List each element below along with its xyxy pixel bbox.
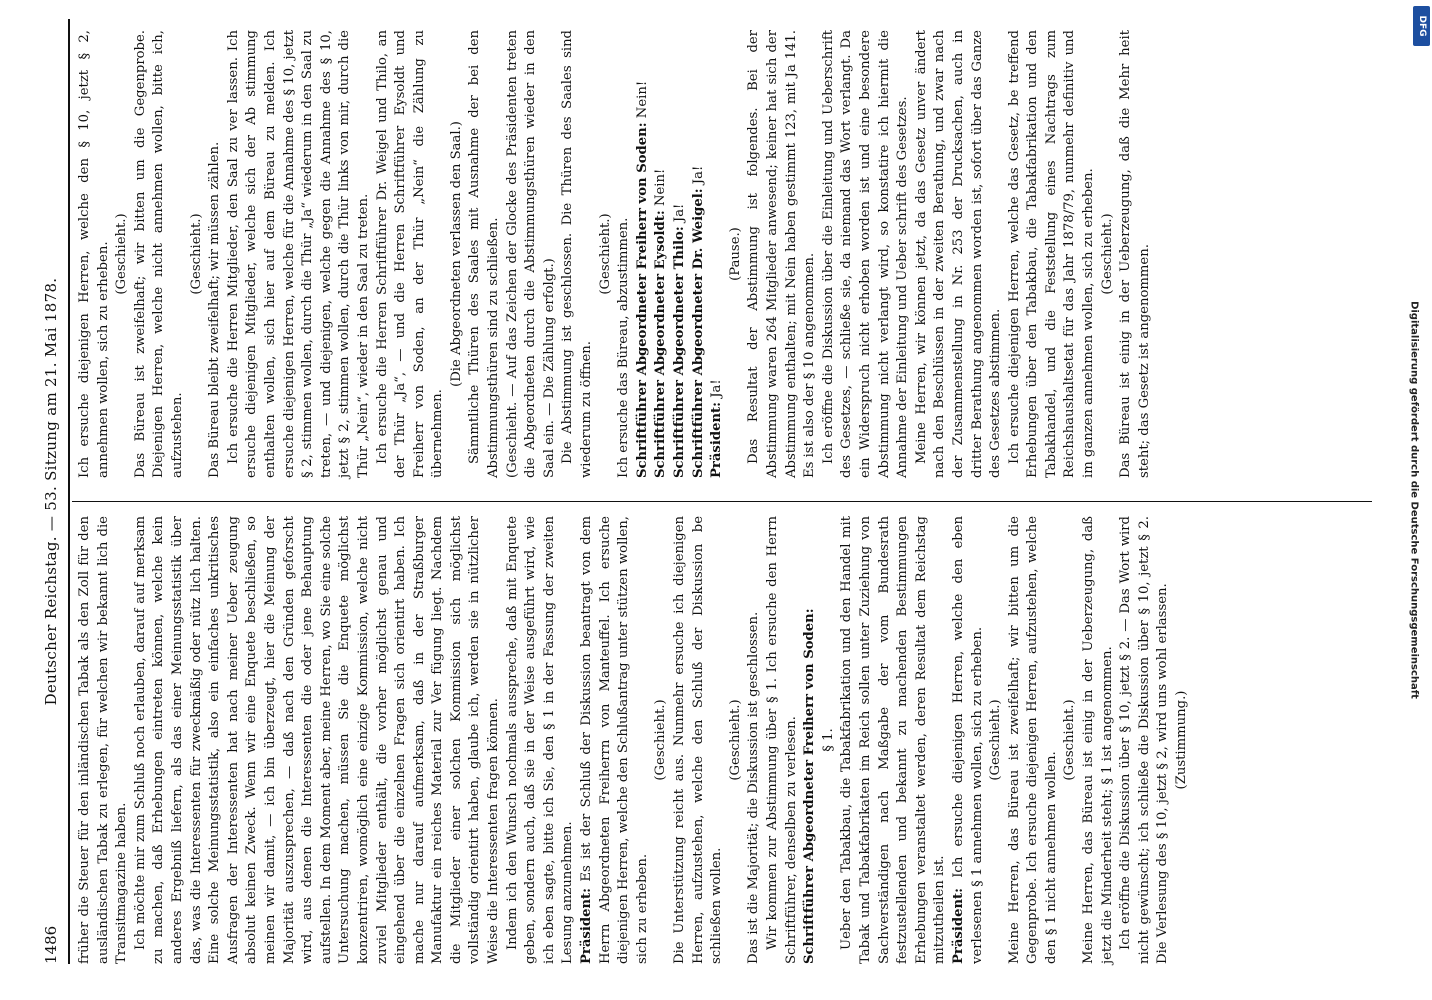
speaker-name: Schriftführer Abgeordneter Eysoldt: xyxy=(653,210,669,478)
paragraph-text: Das Büreau ist zweifelhaft; wir bitten um die Gegenprobe. Diejenigen Herren, welche nicht annehmen wollen, bitte ich, aufzustehen. xyxy=(132,30,185,478)
paragraph xyxy=(578,516,652,964)
paragraph xyxy=(671,30,690,478)
paragraph xyxy=(1117,30,1154,478)
paragraph xyxy=(206,30,225,478)
paragraph-text: Ich eröffne die Diskussion über die Einleitung und Ueberschrift des Gesetzes, — schließe sie, da niemand das Wort verlangt. Da ein Widerspruch nicht erhoben worden ist und eine besondere Abstimmung nicht verlangt wird, so konstatire ich hiermit die Annahme der Einleitung und Ueber schrift des Gesetzes. xyxy=(820,30,911,478)
paragraph-text: (Geschieht.) xyxy=(1062,699,1078,781)
paragraph-text: Das Büreau ist einig in der Ueberzeugung, daß die Mehr heit steht; das Gesetz ist angenommen. xyxy=(1118,30,1152,478)
paragraph xyxy=(1006,516,1062,964)
paragraph-text: (Geschieht. — Auf das Zeichen der Glocke des Präsidenten treten die Abgeordneten durch die Abstimmungsthüren wieder in den Saal ein. — Die Zählung erfolgt.) xyxy=(504,30,557,478)
paragraph-text: Wir kommen zur Abstimmung über § 1. Ich ersuche den Herrn Schriftführer, denselben zu verlesen. xyxy=(764,516,799,964)
paragraph-text: (Pause.) xyxy=(727,227,743,281)
paragraph xyxy=(745,30,819,478)
paragraph xyxy=(225,30,374,478)
running-title: Deutscher Reichstag. — 53. Sitzung am 21. Mai 1878. xyxy=(42,277,60,706)
paragraph xyxy=(950,516,987,964)
paragraph-text: (Geschieht.) xyxy=(1099,213,1115,295)
stage-direction xyxy=(1061,516,1080,964)
paragraph xyxy=(132,516,504,964)
header-rule xyxy=(68,19,70,964)
stage-direction xyxy=(448,30,467,478)
speaker-name: Präsident: xyxy=(950,887,966,964)
stage-direction xyxy=(820,516,839,964)
paragraph-text: Meine Herren, das Büreau ist einig in der Ueberzeugung, daß jetzt die Minderheit steht; § 1 ist angenommen. xyxy=(1081,516,1115,964)
paragraph xyxy=(1006,30,1099,478)
paragraph xyxy=(708,30,727,478)
paragraph-text: Ich ersuche diejenigen Herren, welche den eben verlesenen § 1 annehmen wollen, sich zu erheben. xyxy=(950,516,985,964)
stage-direction xyxy=(1173,516,1192,964)
stage-direction xyxy=(1099,30,1118,478)
paragraph-text: (Geschieht.) xyxy=(188,213,204,295)
paragraph-text: Ich möchte mir zum Schluß noch erlauben, darauf auf merksam zu machen, daß Erhebungen eintreten können, welche kein anderes Ergebniß liefern, als das einer Meinungsstatistik über das, was die Interessenten für zweckmäßig oder nütz lich halten. Eine solche Meinungsstatistik, also ein einfaches unkritisches Ausfragen der Interessenten hat nach meiner Ueber zeugung absolut keinen Zweck. Wenn wir eine Enquete beschließen, so meinen wir damit, — ich bin überzeugt, hier die Meinung der Majorität auszusprechen, — daß nach den Gründen geforscht wird, aus denen die Interessenten die oder jene Behauptung aufstellen. In dem Moment aber, meine Herren, wo Sie eine solche Untersuchung machen, müssen Sie die Enquete möglichst konzentriren, womöglich eine einzige Kommission, welche nicht zuviel Mitglieder enthält, die vorher möglichst genau und eingehend über die einzelnen Fragen sich orientirt haben. Ich mache nur darauf aufmerksam, daß in der Straßburger Manufaktur ein reiches Material zur Ver fügung liegt. Nachdem die Mitglieder einer solchen Kommission sich möglichst vollständig orientirt haben, glaube ich, werden sie in nützlicher Weise die Interessenten fragen können. xyxy=(132,516,502,964)
page-header xyxy=(40,19,66,964)
paragraph-text: Die Abstimmung ist geschlossen. Die Thüren des Saales sind wiederum zu öffnen. xyxy=(560,30,595,478)
paragraph xyxy=(652,30,671,478)
paragraph-text: (Die Abgeordneten verlassen den Saal.) xyxy=(448,121,464,387)
page-number: 1486 xyxy=(42,925,60,964)
paragraph-text: Indem ich den Wunsch nochmals ausspreche, daß mit Enquete geben, sondern auch, daß sie in der Weise ausgeführt wird, wie ich eben sagte, bitte ich Sie, den § 1 in der Fassung der zweiten Lesung anzunehmen. xyxy=(504,516,576,964)
dfg-logo xyxy=(1413,6,1430,46)
paragraph-text: (Geschieht.) xyxy=(114,213,130,295)
digitization-credit xyxy=(1397,0,1431,1000)
stage-direction xyxy=(188,30,207,478)
right-column xyxy=(76,30,1154,478)
paragraph-text: (Geschieht.) xyxy=(988,699,1004,781)
paragraph-text: Ja! xyxy=(672,203,687,223)
speaker-name: Schriftführer Abgeordneter Freiherr von Soden: xyxy=(802,608,818,964)
paragraph xyxy=(838,516,950,964)
paragraph xyxy=(132,30,188,478)
stage-direction xyxy=(987,516,1006,964)
stage-direction xyxy=(652,516,671,964)
paragraph-text: Die Unterstützung reicht aus. Nunmehr ersuche ich diejenigen Herren, aufzustehen, welche den Schluß der Diskussion be schließen wollen. xyxy=(672,516,725,964)
column-divider xyxy=(72,501,1372,502)
paragraph-text: Ich ersuche diejenigen Herren, welche das Gesetz, be treffend Erhebungen über den Tabakbau, die Tabakfabrikation und den Tabakhandel, und die Feststellung eines Nachtrags zum Reichshaushaltsetat für das Jahr 1878/79, nunmehr definitiv und im ganzen annehmen wollen, sich zu erheben. xyxy=(1006,30,1097,478)
paragraph-text: Ueber den Tabakbau, die Tabakfabrikation und den Handel mit Tabak und Tabakfabrikaten im Reich sollen unter Zuziehung von Sachverständigen nach Maßgabe der vom Bundesrath festzustellenden und bekannt zu machenden Bestimmungen Erhebungen veranstaltet werden, deren Resultat dem Reichstag mitzutheilen ist. xyxy=(839,516,948,964)
paragraph-text: Ja! xyxy=(709,379,725,398)
paragraph-text: Sämmtliche Thüren des Saales mit Ausnahme der bei den Abstimmungsthüren sind zu schließen. xyxy=(467,30,502,478)
paragraph xyxy=(634,30,653,478)
paragraph-text: Das ist die Majorität; die Diskussion ist geschlossen. xyxy=(746,611,762,964)
paragraph xyxy=(820,30,913,478)
paragraph-text: (Geschieht.) xyxy=(597,213,613,295)
stage-direction xyxy=(727,516,746,964)
paragraph xyxy=(801,516,820,964)
left-column xyxy=(76,516,1192,964)
paragraph-text: Das Büreau bleibt zweifelhaft; wir müssen zählen. xyxy=(207,141,223,478)
paragraph-text: Nein! xyxy=(634,80,650,119)
speaker-name: Schriftführer Abgeordneter Thilo: xyxy=(672,226,687,478)
stage-direction xyxy=(597,30,616,478)
paragraph-text: Ich eröffne die Diskussion über § 10, jetzt § 2. — Das Wort wird nicht gewünscht; ich schließe die Diskussion über § 10, jetzt § 2. Die Verlesung des § 10, jetzt § 2, wird uns wohl erlassen. xyxy=(1118,516,1171,964)
speaker-name: Schriftführer Abgeordneter Dr. Weigel: xyxy=(690,188,706,478)
credit-text: Digitalisierung gefördert durch die Deutsche Forschungsgemeinschaft xyxy=(1408,301,1420,699)
paragraph-text: Ich ersuche das Büreau, abzustimmen. xyxy=(616,217,632,478)
paragraph-text: (Geschieht.) xyxy=(653,699,669,781)
logo-text: DFG xyxy=(1416,15,1427,37)
paragraph-text: Nein! xyxy=(653,168,669,207)
paragraph xyxy=(690,30,709,478)
paragraph xyxy=(504,516,578,964)
paragraph-text: Meine Herren, wir können jetzt, da das Gesetz unver ändert nach den Beschlüssen in der zweiten Berathung, und zwar nach der Zusammenstellung in Nr. 253 der Drucksachen, auch in dritter Berathung angenommen worden ist, sofort über das Ganze des Gesetzes abstimmen. xyxy=(913,30,1004,478)
paragraph xyxy=(764,516,801,964)
speaker-name: Präsident: xyxy=(579,887,595,964)
paragraph xyxy=(1117,516,1173,964)
paragraph xyxy=(745,516,764,964)
stage-direction xyxy=(727,30,746,478)
paragraph-text: Es ist der Schluß der Diskussion beantragt von dem Herrn Abgeordneten Freiherrn von Manteuffel. Ich ersuche diejenigen Herren, welche den Schlußantrag unter stützen wollen, sich zu erheben. xyxy=(579,516,650,964)
paragraph-text: § 1. xyxy=(820,728,836,752)
paragraph-text: Das Resultat der Abstimmung ist folgendes. Bei der Abstimmung waren 264 Mitglieder anwesend; keiner hat sich der Abstimmung enthalten; mit Nein haben gestimmt 123, mit Ja 141. Es ist also der § 10 angenommen. xyxy=(746,30,818,478)
paragraph xyxy=(615,30,634,478)
paragraph-text: Ich ersuche diejenigen Herren, welche den § 10, jetzt § 2, annehmen wollen, sich zu erheben. xyxy=(77,30,111,478)
paragraph xyxy=(1080,516,1117,964)
paragraph-text: Ja! xyxy=(690,165,706,185)
speaker-name: Schriftführer Abgeordneter Freiherr von Soden: xyxy=(634,122,650,478)
paragraph-text: Ich ersuche die Herren Mitglieder, den Saal zu ver lassen. Ich ersuche diejenigen Mitglieder, welche sich der Ab stimmung enthalten wollen, sich hier auf dem Büreau zu melden. Ich ersuche diejenigen Herren, welche für die Annahme des § 10, jetzt § 2, stimmen wollen, durch die Thür „Ja“ wiederum in den Saal zu treten, — und diejenigen, welche gegen die Annahme des § 10, jetzt § 2, stimmen wollen, durch die Thür links von mir, durch die Thür „Nein“, wieder in den Saal zu treten. xyxy=(225,30,371,478)
stage-direction xyxy=(113,30,132,478)
paragraph xyxy=(374,30,448,478)
paragraph xyxy=(504,30,560,478)
paragraph xyxy=(671,516,727,964)
speaker-name: Präsident: xyxy=(709,401,725,478)
paragraph xyxy=(466,30,503,478)
paragraph xyxy=(913,30,1006,478)
paragraph-text: (Geschieht.) xyxy=(727,699,743,781)
paragraph xyxy=(76,30,113,478)
paragraph xyxy=(76,516,132,964)
paragraph-text: früher die Steuer für den inländischen Tabak als den Zoll für den ausländischen Tabak zu erlegen, für welchen wir bekannt lich die Transitmagazine haben. xyxy=(77,516,130,964)
paragraph-text: (Zustimmung.) xyxy=(1174,690,1190,790)
paragraph xyxy=(559,30,596,478)
paragraph-text: Meine Herren, das Büreau ist zweifelhaft; wir bitten um die Gegenprobe. Ich ersuche diejenigen Herren, aufzustehen, welche den § 1 nicht annehmen wollen. xyxy=(1006,516,1059,964)
paragraph-text: Ich ersuche die Herren Schriftführer Dr. Weigel und Thilo, an der Thür „Ja“, — und die Herren Schriftführer Eysoldt und Freiherr von Soden, an der Thür „Nein“ die Zählung zu übernehmen. xyxy=(374,30,446,478)
